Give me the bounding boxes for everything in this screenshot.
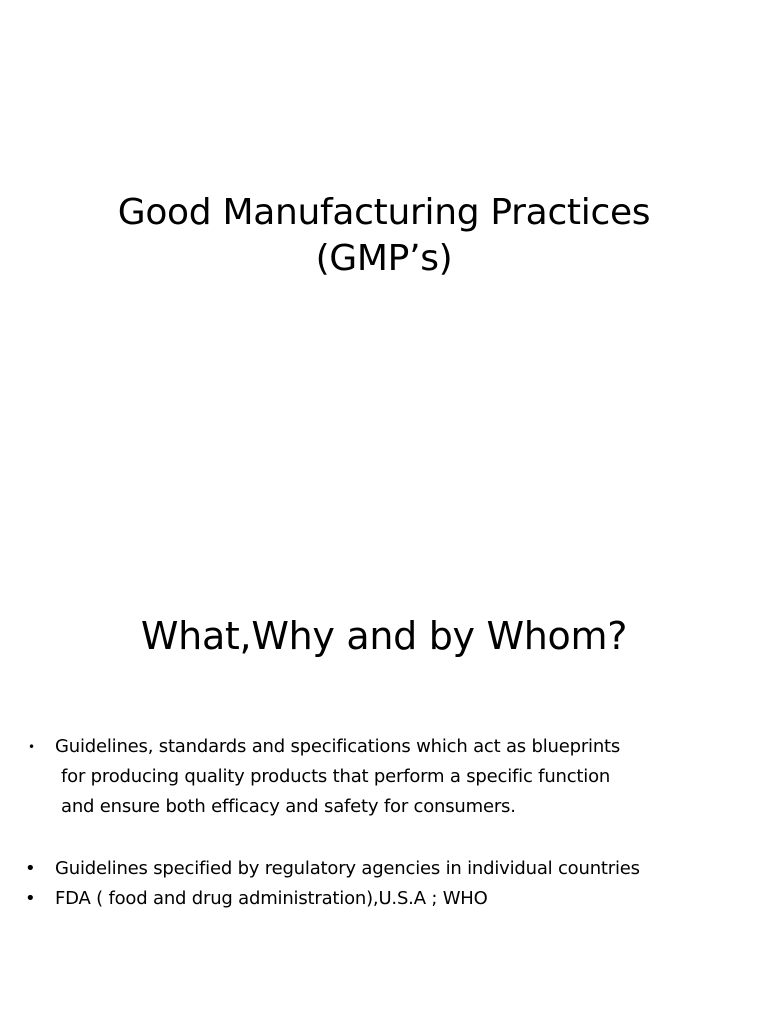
bullet-text: Guidelines specified by regulatory agencies in individual countries <box>55 858 640 879</box>
bullet-icon: • <box>28 740 35 754</box>
bullet-spacer <box>0 822 768 854</box>
title-line-1: Good Manufacturing Practices <box>117 192 651 233</box>
bullet-item-fda <box>0 884 768 914</box>
bullet-item-regulatory <box>0 854 768 884</box>
bullet-text-line-2: for producing quality products that perform a specific function <box>61 766 611 787</box>
slide-title <box>0 190 768 282</box>
bullet-text-line-3: and ensure both efficacy and safety for consumers. <box>61 796 516 817</box>
bullet-text-line-1: Guidelines, standards and specifications which act as blueprints <box>55 736 621 757</box>
bullet-icon: • <box>25 888 36 909</box>
bullet-item-guidelines <box>0 732 768 822</box>
slide-what-why-whom <box>0 512 768 1024</box>
slide-heading: What,Why and by Whom? <box>140 614 628 658</box>
bullet-text: FDA ( food and drug administration),U.S.A ; WHO <box>55 888 488 909</box>
title-line-2: (GMP’s) <box>315 238 453 279</box>
bullet-list <box>0 732 768 914</box>
bullet-icon: • <box>25 858 36 879</box>
